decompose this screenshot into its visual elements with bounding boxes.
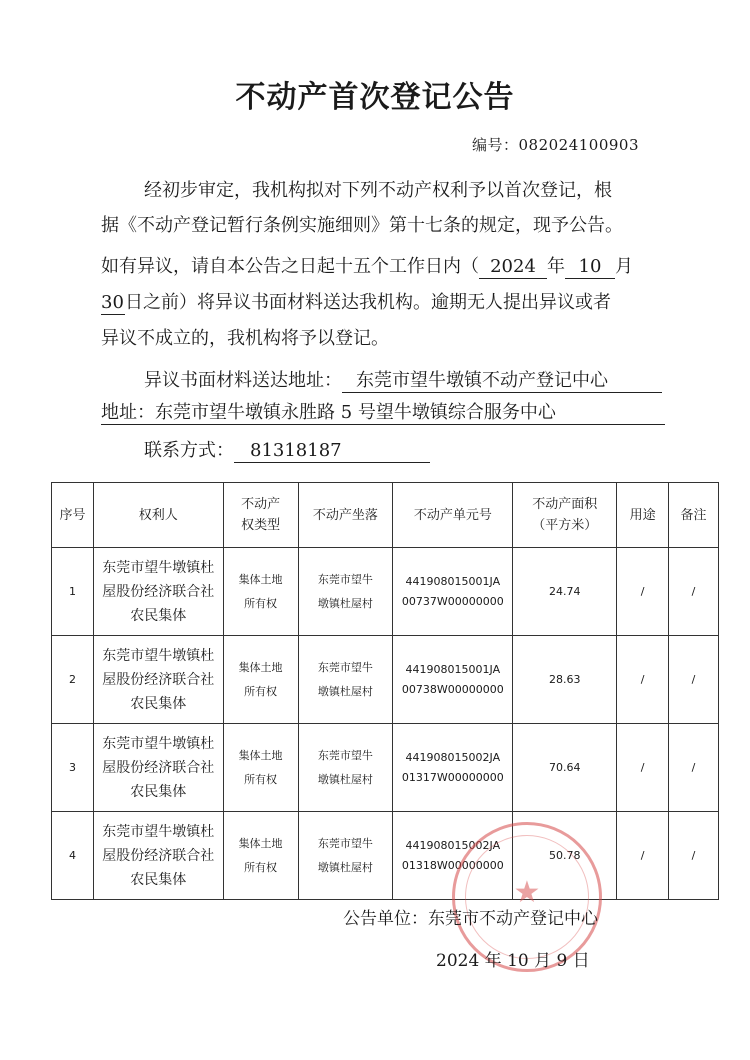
row-location: 东莞市望牛墩镇杜屋村 [298,724,393,812]
row-unit-no-part1: 441908015002JA [405,838,501,852]
header-unit-no: 不动产单元号 [393,483,513,548]
page-title: 不动产首次登记公告 [235,80,515,115]
notice-line-5: 异议不成立的，我机构将予以登记。 [101,328,389,349]
contact-line [144,436,430,463]
row-unit-no [393,548,513,636]
notice-line-1: 经初步审定，我机构拟对下列不动产权利予以首次登记，根 [144,180,612,201]
header-area: 不动产面积（平方米） [513,483,617,548]
header-no: 序号 [52,483,94,548]
row-remark: / [669,636,719,724]
address-line [101,402,665,425]
deadline-month: 10 [565,256,615,279]
row-area: 24.74 [513,548,617,636]
row-usage: / [617,548,669,636]
row-remark: / [669,812,719,900]
row-location: 东莞市望牛墩镇杜屋村 [298,636,393,724]
row-location: 东莞市望牛墩镇杜屋村 [298,812,393,900]
row-usage: / [617,724,669,812]
year-suffix: 年 [547,256,565,277]
row-no: 1 [52,548,94,636]
row-right-type: 集体土地所有权 [223,812,298,900]
table-header-row [52,483,719,548]
contact-label: 联系方式： [144,440,234,461]
row-right-type: 集体土地所有权 [223,724,298,812]
header-remark: 备注 [669,483,719,548]
objection-label: 异议书面材料送达地址： [144,370,342,391]
row-right-type: 集体土地所有权 [223,636,298,724]
notice-line-3 [101,252,633,279]
row-no: 4 [52,812,94,900]
issue-date: 2024 年 10 月 9 日 [436,951,590,971]
objection-line [144,366,662,393]
notice-line-3-text: 如有异议，请自本公告之日起十五个工作日内（ [101,256,479,277]
row-owner: 东莞市望牛墩镇杜屋股份经济联合社农民集体 [93,636,223,724]
row-no: 2 [52,636,94,724]
notice-line-4-text: 日之前）将异议书面材料送达我机构。逾期无人提出异议或者 [125,292,611,313]
row-owner: 东莞市望牛墩镇杜屋股份经济联合社农民集体 [93,548,223,636]
header-right-type: 不动产权类型 [223,483,298,548]
registration-table [51,482,719,900]
header-location: 不动产坐落 [298,483,393,548]
table-row [52,636,719,724]
row-area: 50.78 [513,812,617,900]
header-usage: 用途 [617,483,669,548]
row-unit-no [393,724,513,812]
row-unit-no [393,636,513,724]
table-row [52,548,719,636]
table-row [52,724,719,812]
row-remark: / [669,724,719,812]
row-owner: 东莞市望牛墩镇杜屋股份经济联合社农民集体 [93,812,223,900]
row-no: 3 [52,724,94,812]
row-owner: 东莞市望牛墩镇杜屋股份经济联合社农民集体 [93,724,223,812]
objection-value: 东莞市望牛墩镇不动产登记中心 [342,370,662,393]
notice-line-2: 据《不动产登记暂行条例实施细则》第十七条的规定，现予公告。 [101,215,623,236]
header-owner: 权利人 [93,483,223,548]
row-unit-no-part1: 441908015002JA [405,750,501,764]
row-location: 东莞市望牛墩镇杜屋村 [298,548,393,636]
row-unit-no-part1: 441908015001JA [405,574,501,588]
seal-star-icon: ★ [513,875,541,910]
row-remark: / [669,548,719,636]
notice-line-4 [101,288,611,315]
row-usage: / [617,812,669,900]
serial-number: 编号：082024100903 [472,136,640,154]
deadline-day: 30 [101,292,124,313]
row-unit-no-part2: 00737W00000000 [401,594,504,608]
row-area: 28.63 [513,636,617,724]
address-value: 地址：东莞市望牛墩镇永胜路 5 号望牛墩镇综合服务中心 [101,402,665,425]
row-unit-no-part2: 00738W00000000 [401,682,504,696]
table-row [52,812,719,900]
row-unit-no-part2: 01317W00000000 [401,770,504,784]
row-area: 70.64 [513,724,617,812]
row-unit-no-part2: 01318W00000000 [401,858,504,872]
contact-value: 81318187 [234,440,430,463]
row-unit-no-part1: 441908015001JA [405,662,501,676]
deadline-year: 2024 [479,256,547,279]
month-suffix: 月 [615,256,633,277]
row-usage: / [617,636,669,724]
issuing-unit: 公告单位：东莞市不动产登记中心 [343,909,598,929]
row-right-type: 集体土地所有权 [223,548,298,636]
